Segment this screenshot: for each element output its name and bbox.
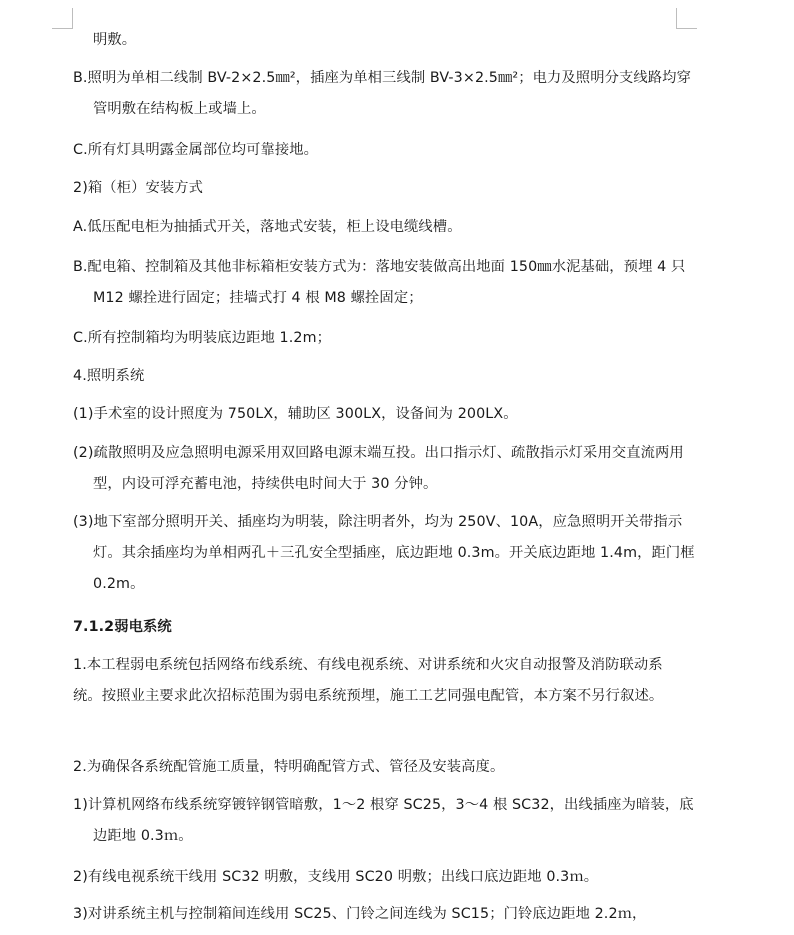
paragraph: B.配电箱、控制箱及其他非标箱柜安装方式为：落地安装做高出地面 150㎜水泥基础，预埋 4 只 M12 螺拴进行固定；挂墙式打 4 根 M8 螺拴固定； <box>73 259 686 306</box>
paragraph: 2.为确保各系统配管施工质量，特明确配管方式、管径及安装高度。 <box>73 759 505 775</box>
paragraph: A.低压配电柜为抽插式开关，落地式安装，柜上设电缆线槽。 <box>73 219 462 235</box>
paragraph: B.照明为单相二线制 BV-2×2.5㎜²，插座为单相三线制 BV-3×2.5㎜²；电力及照明分支线路均穿管明敷在结构板上或墙上。 <box>73 70 691 117</box>
paragraph: 明敷。 <box>93 32 137 48</box>
paragraph: 3)对讲系统主机与控制箱间连线用 SC25、门铃之间连线为 SC15；门铃底边距地 2.2ｍ， <box>73 906 647 922</box>
paragraph: (3)地下室部分照明开关、插座均为明装，除注明者外，均为 250V、10A，应急照明开关带指示灯。其余插座均为单相两孔＋三孔安全型插座，底边距地 0.3m。开关底边距地 1.4m，距门框 0.2m。 <box>73 514 695 592</box>
paragraph: C.所有灯具明露金属部位均可靠接地。 <box>73 142 319 158</box>
margin-corner-mark <box>52 28 73 29</box>
paragraph: 1)计算机网络布线系统穿镀锌钢管暗敷，1～2 根穿 SC25，3～4 根 SC32，出线插座为暗装，底边距地 0.3ｍ。 <box>73 797 694 844</box>
section-heading: 4.照明系统 <box>73 368 145 384</box>
paragraph: 2)箱（柜）安装方式 <box>73 180 204 196</box>
paragraph: (2)疏散照明及应急照明电源采用双回路电源末端互投。出口指示灯、疏散指示灯采用交直流两用型，内设可浮充蓄电池，持续供电时间大于 30 分钟。 <box>73 445 684 492</box>
paragraph: 2)有线电视系统干线用 SC32 明敷，支线用 SC20 明敷；出线口底边距地 0.3ｍ。 <box>73 869 599 885</box>
section-heading: 7.1.2弱电系统 <box>73 619 172 635</box>
paragraph: (1)手术室的设计照度为 750LX，辅助区 300LX，设备间为 200LX。 <box>73 406 518 422</box>
paragraph: C.所有控制箱均为明装底边距地 1.2m； <box>73 330 331 346</box>
paragraph: 1.本工程弱电系统包括网络布线系统、有线电视系统、对讲系统和火灾自动报警及消防联动系统。按照业主要求此次招标范围为弱电系统预埋，施工工艺同强电配管，本方案不另行叙述。 <box>73 657 664 704</box>
